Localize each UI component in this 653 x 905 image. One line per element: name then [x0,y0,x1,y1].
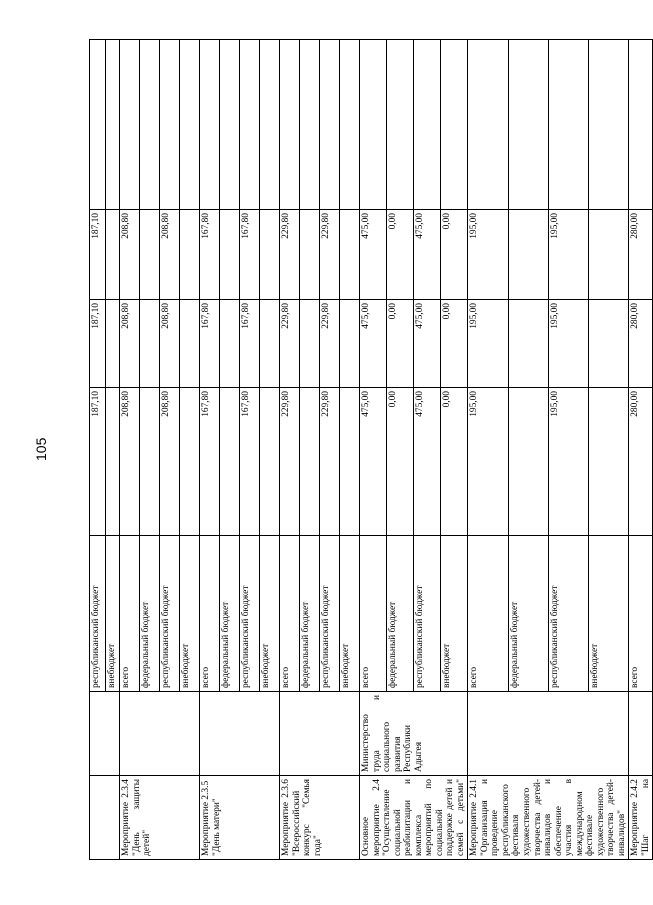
value-cell-2 [589,300,629,388]
source-cell: всего [120,536,140,692]
value-cell-3 [260,210,280,300]
value-cell-1: 229,80 [320,388,340,536]
blank-cell [340,40,360,210]
source-cell: республиканский бюджет [90,536,106,692]
source-cell: всего [200,536,220,692]
value-cell-3: 229,80 [280,210,300,300]
table-row [360,40,387,860]
event-cell: Мероприятие 2.4.2 "Шаг на [629,776,653,860]
source-cell: внебюджет [441,536,468,692]
value-cell-3: 208,80 [160,210,180,300]
value-cell-1 [260,388,280,536]
responsible-cell [120,692,200,776]
responsible-cell [280,692,360,776]
source-cell: внебюджет [260,536,280,692]
blank-cell [180,40,200,210]
table-row [120,40,140,860]
value-cell-1 [340,388,360,536]
blank-cell [90,40,106,210]
value-cell-3: 167,80 [200,210,220,300]
source-cell: республиканский бюджет [320,536,340,692]
source-cell: республиканский бюджет [160,536,180,692]
value-cell-2 [300,300,320,388]
table-row [468,40,508,860]
value-cell-3: 0,00 [387,210,414,300]
page-number: 105 [33,437,49,461]
value-cell-1: 208,80 [160,388,180,536]
value-cell-2: 475,00 [414,300,441,388]
value-cell-2 [220,300,240,388]
source-cell: всего [280,536,300,692]
value-cell-2: 208,80 [160,300,180,388]
value-cell-2 [180,300,200,388]
value-cell-3: 187,10 [90,210,106,300]
value-cell-3: 195,00 [548,210,588,300]
value-cell-2: 195,00 [548,300,588,388]
source-cell: внебюджет [180,536,200,692]
value-cell-1: 0,00 [441,388,468,536]
source-cell: внебюджет [589,536,629,692]
value-cell-1: 0,00 [387,388,414,536]
source-cell: федеральный бюджет [508,536,548,692]
value-cell-2 [106,300,120,388]
blank-cell [508,40,548,210]
source-cell: всего [468,536,508,692]
rotated-table-wrapper [89,40,651,860]
value-cell-3: 0,00 [441,210,468,300]
value-cell-2 [340,300,360,388]
value-cell-2: 475,00 [360,300,387,388]
event-cell: Основное мероприятие 2.4 "Осуществление социальной реабилитации и комплекса мероприятий по социальной поддержке детей и семей с детьми" [360,776,468,860]
source-cell: федеральный бюджет [387,536,414,692]
value-cell-3 [589,210,629,300]
blank-cell [120,40,140,210]
blank-cell [260,40,280,210]
source-cell: республиканский бюджет [414,536,441,692]
event-cell: Мероприятие 2.3.5 "День матери" [200,776,280,860]
table-row [200,40,220,860]
rotated-table-canvas [89,40,651,860]
blank-cell [548,40,588,210]
responsible-cell: Министерство труда и социального развития Республики Адыгея [360,692,468,776]
value-cell-2: 0,00 [387,300,414,388]
value-cell-1: 208,80 [120,388,140,536]
blank-cell [280,40,300,210]
value-cell-3 [106,210,120,300]
value-cell-2: 229,80 [320,300,340,388]
value-cell-1: 187,10 [90,388,106,536]
value-cell-3: 208,80 [120,210,140,300]
value-cell-2: 195,00 [468,300,508,388]
value-cell-1 [180,388,200,536]
value-cell-1: 475,00 [414,388,441,536]
value-cell-1: 280,00 [629,388,653,536]
blank-cell [468,40,508,210]
value-cell-1: 167,80 [200,388,220,536]
value-cell-2: 167,80 [200,300,220,388]
value-cell-3 [340,210,360,300]
value-cell-2 [508,300,548,388]
value-cell-1 [140,388,160,536]
responsible-cell [468,692,629,776]
value-cell-3: 475,00 [360,210,387,300]
financing-table [89,39,653,860]
value-cell-2 [260,300,280,388]
value-cell-2: 167,80 [240,300,260,388]
source-cell: федеральный бюджет [220,536,240,692]
blank-cell [589,40,629,210]
value-cell-1 [106,388,120,536]
source-cell: республиканский бюджет [548,536,588,692]
value-cell-3: 280,00 [629,210,653,300]
blank-cell [140,40,160,210]
value-cell-3 [220,210,240,300]
value-cell-1 [300,388,320,536]
event-cell: Мероприятие 2.3.4 "День защиты детей" [120,776,200,860]
blank-cell [160,40,180,210]
source-cell: всего [360,536,387,692]
blank-cell [220,40,240,210]
value-cell-3 [300,210,320,300]
source-cell: всего [629,536,653,692]
responsible-cell [200,692,280,776]
source-cell: республиканский бюджет [240,536,260,692]
blank-cell [360,40,387,210]
value-cell-1: 475,00 [360,388,387,536]
event-cell: Мероприятие 2.4.1 "Организация и проведение республиканского фестиваля художественного творчества детей-инвалидов и обеспечение участия в международном фестивале художественного творчества детей-инвалидов" [468,776,629,860]
value-cell-3 [508,210,548,300]
value-cell-3: 167,80 [240,210,260,300]
value-cell-2: 208,80 [120,300,140,388]
blank-cell [414,40,441,210]
value-cell-3 [180,210,200,300]
value-cell-1 [220,388,240,536]
blank-cell [240,40,260,210]
blank-cell [629,40,653,210]
source-cell: федеральный бюджет [300,536,320,692]
value-cell-2: 187,10 [90,300,106,388]
source-cell: внебюджет [340,536,360,692]
table-row [629,40,653,860]
blank-cell [106,40,120,210]
table-row [280,40,300,860]
blank-cell [387,40,414,210]
blank-cell [200,40,220,210]
value-cell-2 [140,300,160,388]
responsible-cell [90,692,120,776]
event-cell [90,776,120,860]
table-row [90,40,106,860]
blank-cell [300,40,320,210]
event-cell: Мероприятие 2.3.6 "Всероссийский конкурс "Семья года" [280,776,360,860]
blank-cell [441,40,468,210]
value-cell-3: 229,80 [320,210,340,300]
source-cell: федеральный бюджет [140,536,160,692]
value-cell-1 [589,388,629,536]
value-cell-1: 229,80 [280,388,300,536]
value-cell-2: 280,00 [629,300,653,388]
value-cell-1: 195,00 [468,388,508,536]
value-cell-1: 195,00 [548,388,588,536]
value-cell-2: 0,00 [441,300,468,388]
value-cell-3 [140,210,160,300]
source-cell: внебюджет [106,536,120,692]
value-cell-3: 195,00 [468,210,508,300]
value-cell-2: 229,80 [280,300,300,388]
responsible-cell [629,692,653,776]
value-cell-1: 167,80 [240,388,260,536]
blank-cell [320,40,340,210]
value-cell-1 [508,388,548,536]
value-cell-3: 475,00 [414,210,441,300]
